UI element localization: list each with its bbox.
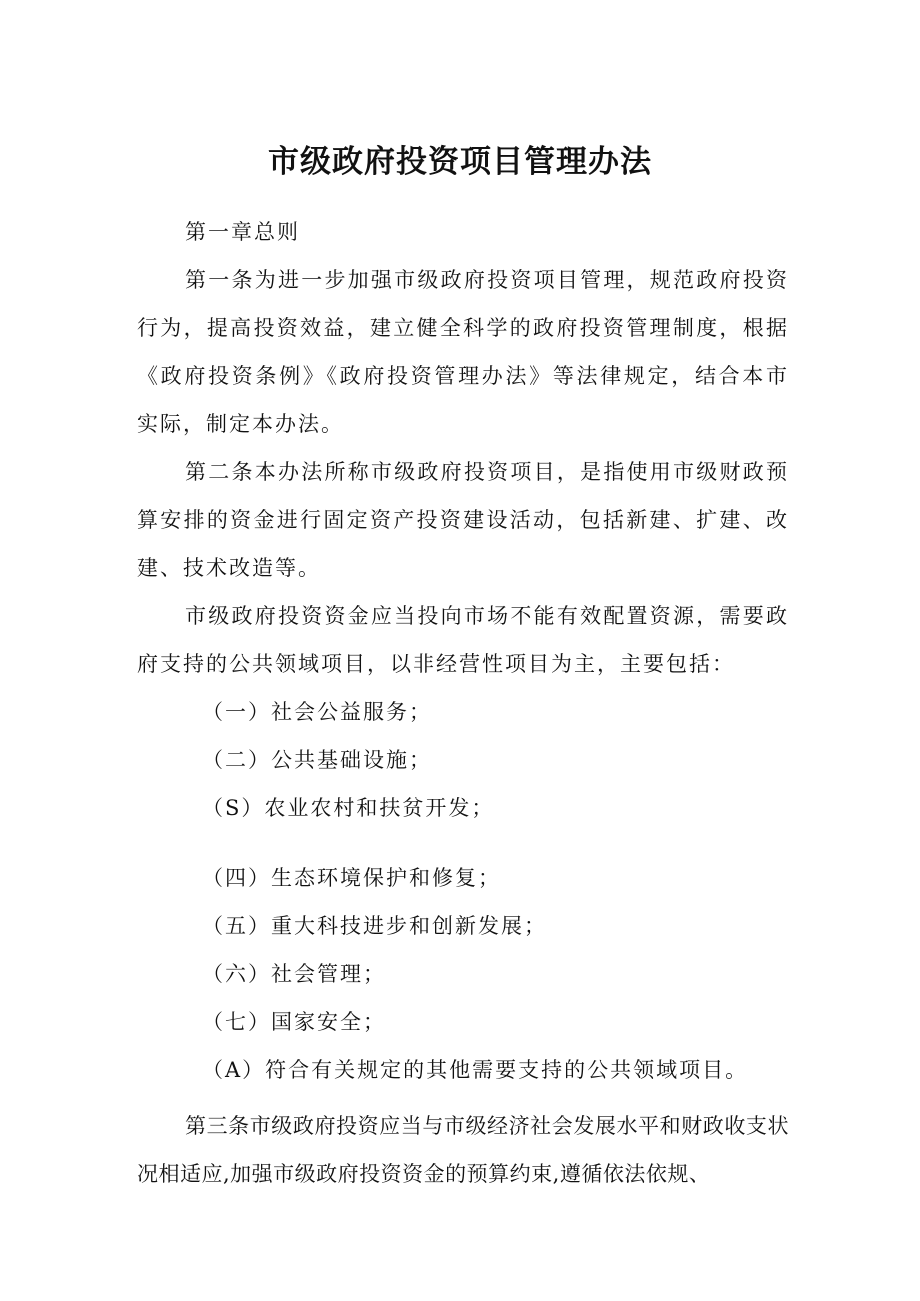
spacer bbox=[137, 832, 789, 854]
article-2-paragraph: 第二条本办法所称市级政府投资项目，是指使用市级财政预算安排的资金进行固定资产投资建设活动，包括新建、扩建、改建、技术改造等。 bbox=[137, 460, 789, 580]
chapter-heading: 第一章总则 bbox=[185, 220, 300, 244]
list-item: （一）社会公益服务； bbox=[202, 700, 432, 724]
list-item: （二）公共基础设施； bbox=[202, 748, 432, 772]
list-item: （A）符合有关规定的其他需要支持的公共领域项目。 bbox=[202, 1058, 749, 1082]
list-item: （六）社会管理； bbox=[202, 962, 386, 986]
list-item: （四）生态环境保护和修复； bbox=[202, 866, 501, 890]
document-title: 市级政府投资项目管理办法 bbox=[268, 144, 652, 180]
article-3-paragraph: 第三条市级政府投资应当与市级经济社会发展水平和财政收支状况相适应,加强市级政府投资资金的预算约束,遵循依法依规、 bbox=[137, 1114, 789, 1186]
list-item: （七）国家安全； bbox=[202, 1010, 386, 1034]
list-item: （S）农业农村和扶贫开发； bbox=[202, 796, 495, 820]
article-2-scope-paragraph: 市级政府投资资金应当投向市场不能有效配置资源，需要政府支持的公共领域项目，以非经营性项目为主，主要包括： bbox=[137, 604, 789, 676]
document-body bbox=[137, 208, 789, 1198]
list-item: （五）重大科技进步和创新发展； bbox=[202, 914, 547, 938]
article-1-paragraph: 第一条为进一步加强市级政府投资项目管理，规范政府投资行为，提高投资效益，建立健全科学的政府投资管理制度，根据《政府投资条例》《政府投资管理办法》等法律规定，结合本市实际，制定本办法。 bbox=[137, 268, 789, 436]
